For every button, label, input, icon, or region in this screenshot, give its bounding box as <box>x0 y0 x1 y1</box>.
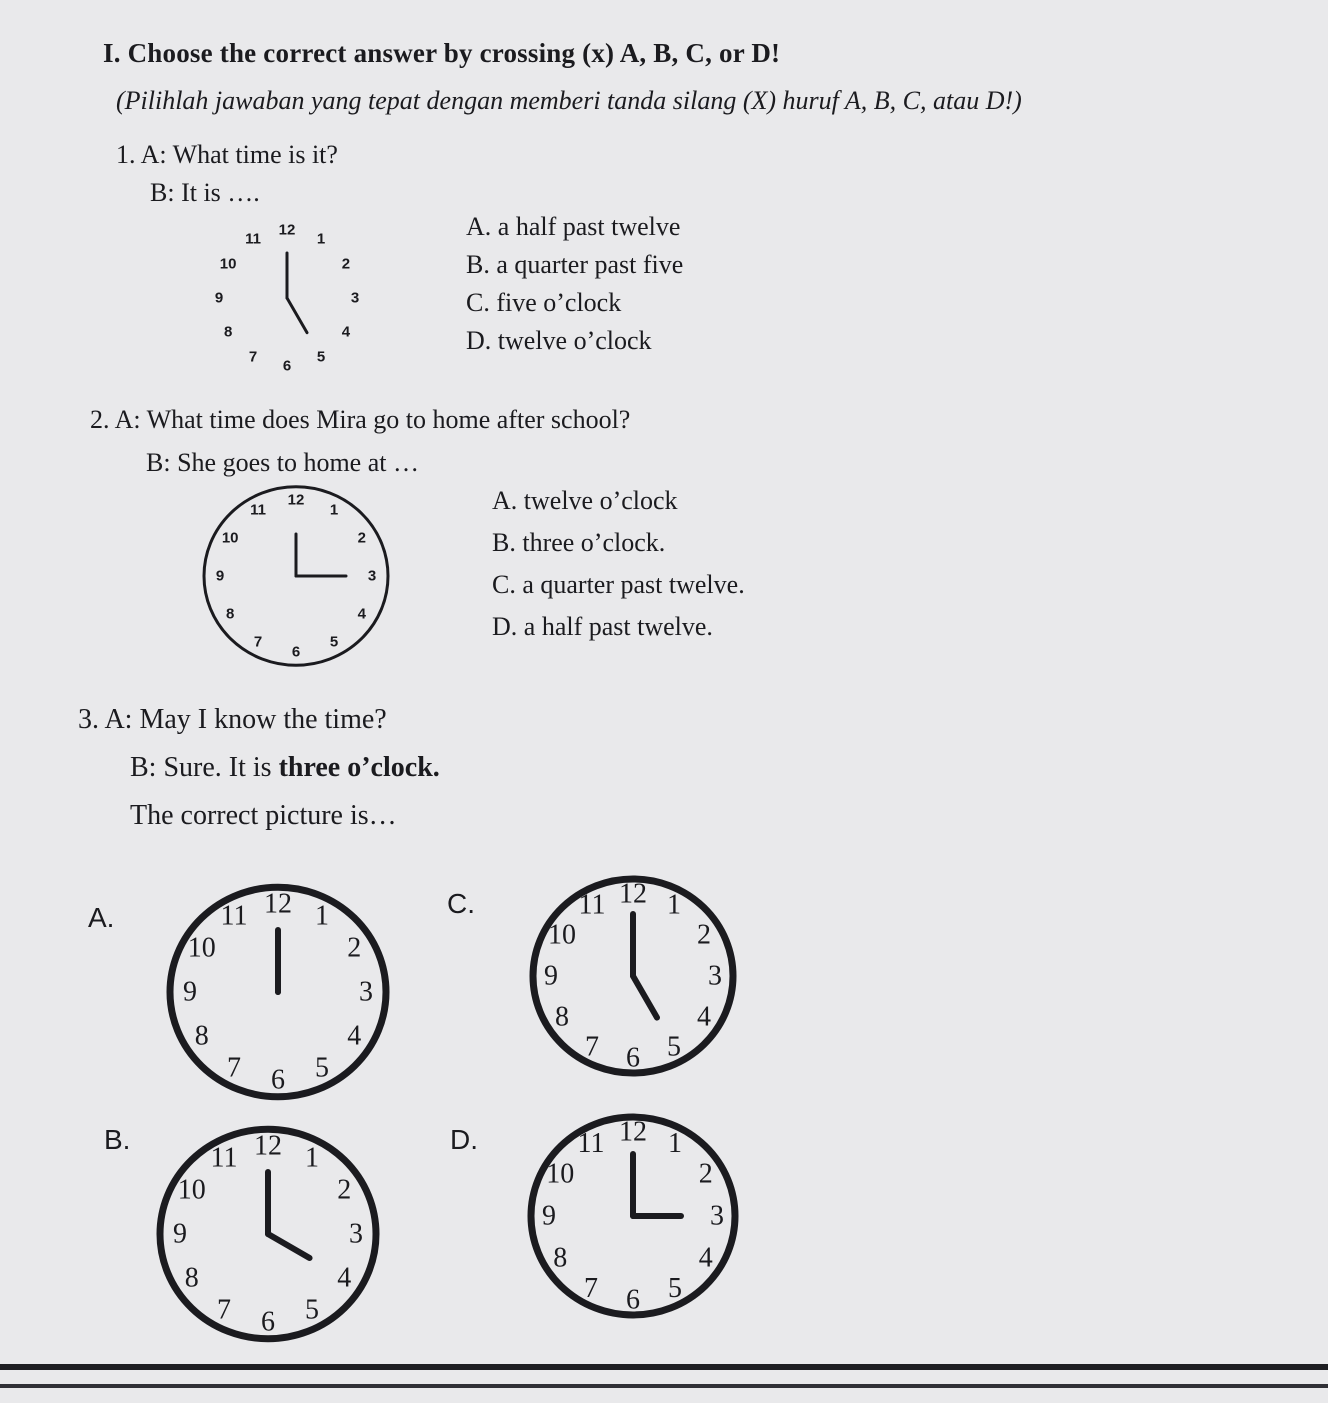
clock-number: 8 <box>194 1020 209 1052</box>
clock-number: 5 <box>316 348 326 366</box>
q3-question: 3. A: May I know the time? <box>78 704 387 735</box>
clock-number: 10 <box>221 529 239 547</box>
page-edge-line-lower <box>0 1384 1328 1388</box>
clock-number: 12 <box>254 1130 282 1162</box>
clock-number: 2 <box>337 1174 352 1206</box>
clock-number: 11 <box>220 900 248 932</box>
clock-number: 6 <box>626 1284 640 1316</box>
q3-answer-line <box>130 752 440 784</box>
clock-number: 3 <box>708 960 722 992</box>
clock-number: 8 <box>226 605 235 623</box>
clock-number: 3 <box>367 567 377 585</box>
instruction-heading: I. Choose the correct answer by crossing (x) A, B, C, or D! <box>103 38 781 68</box>
clock-number: 2 <box>697 919 712 951</box>
q3-choice-b-clock[interactable] <box>148 1122 388 1352</box>
clock-number: 9 <box>173 1218 187 1250</box>
clock-number: 5 <box>667 1031 681 1063</box>
clock-number: 4 <box>698 1242 713 1274</box>
clock-number: 2 <box>357 529 366 547</box>
q1-option-b[interactable]: B. a quarter past five <box>466 250 684 279</box>
clock-number: 11 <box>577 1127 605 1159</box>
q3-prompt: The correct picture is… <box>130 800 397 831</box>
clock-number: 4 <box>357 605 366 623</box>
q1-question: 1. A: What time is it? <box>116 140 338 169</box>
q2-option-d[interactable]: D. a half past twelve. <box>492 612 713 641</box>
clock-number: 11 <box>245 230 261 248</box>
clock-number: 8 <box>184 1262 199 1294</box>
clock-number: 6 <box>626 1042 640 1074</box>
clock-number: 2 <box>698 1158 713 1190</box>
clock-number: 5 <box>305 1294 319 1326</box>
q2-answer-line: B: She goes to home at … <box>146 448 419 477</box>
clock-number: 7 <box>585 1031 599 1063</box>
clock-number: 9 <box>183 976 197 1008</box>
q3-choice-c-clock[interactable] <box>515 872 755 1087</box>
q2-option-a[interactable]: A. twelve o’clock <box>492 486 678 515</box>
clock-number: 10 <box>177 1174 206 1206</box>
clock-number: 6 <box>291 643 301 661</box>
clock-number: 6 <box>261 1306 275 1338</box>
clock-number: 9 <box>544 960 558 992</box>
clock-number: 5 <box>329 633 339 651</box>
clock-number: 9 <box>214 289 224 307</box>
clock-number: 9 <box>215 567 225 585</box>
clock-number: 4 <box>341 323 351 341</box>
q2-clock-image <box>200 490 390 665</box>
clock-number: 3 <box>359 976 373 1008</box>
q1-option-d[interactable]: D. twelve o’clock <box>466 326 652 355</box>
clock-number: 12 <box>278 221 296 239</box>
clock-number: 1 <box>668 1127 682 1159</box>
clock-number: 7 <box>584 1273 598 1305</box>
q1-option-a[interactable]: A. a half past twelve <box>466 212 681 241</box>
clock-number: 1 <box>315 900 329 932</box>
clock-number: 9 <box>542 1200 556 1232</box>
clock-number: 11 <box>578 889 606 921</box>
q3-choice-d-clock[interactable] <box>515 1110 755 1335</box>
q3-choice-c-letter[interactable]: C. <box>447 888 475 919</box>
q3-answer-prefix: B: Sure. It is <box>130 752 279 783</box>
q2-question: 2. A: What time does Mira go to home after school? <box>90 405 631 434</box>
page-edge-line <box>0 1364 1328 1370</box>
clock-number: 10 <box>219 255 237 273</box>
q1-answer-line: B: It is …. <box>150 178 260 207</box>
hour-hand <box>287 298 307 333</box>
hour-hand <box>268 1234 310 1258</box>
clock-number: 12 <box>264 888 292 920</box>
q3-choice-b-letter[interactable]: B. <box>104 1124 131 1155</box>
clock-number: 10 <box>547 919 576 951</box>
clock-number: 11 <box>210 1142 238 1174</box>
q2-option-c[interactable]: C. a quarter past twelve. <box>492 570 745 599</box>
q3-choice-a-clock[interactable] <box>158 880 398 1110</box>
clock-number: 8 <box>553 1242 568 1274</box>
clock-number: 3 <box>349 1218 363 1250</box>
instruction-translation: (Pilihlah jawaban yang tepat dengan memberi tanda silang (X) huruf A, B, C, atau D!) <box>116 86 1022 115</box>
q2-option-b[interactable]: B. three o’clock. <box>492 528 666 557</box>
clock-number: 1 <box>329 501 339 519</box>
clock-number: 5 <box>315 1052 329 1084</box>
q3-answer-bold: three o’clock. <box>278 752 440 783</box>
clock-number: 8 <box>554 1001 569 1033</box>
clock-number: 7 <box>217 1294 231 1326</box>
clock-number: 1 <box>305 1142 319 1174</box>
q1-option-c[interactable]: C. five o’clock <box>466 288 622 317</box>
clock-number: 6 <box>282 357 292 375</box>
clock-number: 5 <box>668 1273 682 1305</box>
clock-number: 4 <box>337 1262 352 1294</box>
clock-number: 12 <box>619 878 647 910</box>
hour-hand <box>633 976 657 1018</box>
clock-number: 4 <box>347 1020 362 1052</box>
q1-clock-image <box>192 210 382 380</box>
clock-number: 2 <box>347 932 362 964</box>
q3-choice-a-letter[interactable]: A. <box>88 902 115 933</box>
clock-number: 11 <box>250 501 266 519</box>
clock-number: 1 <box>667 889 681 921</box>
clock-number: 2 <box>341 255 351 273</box>
clock-number: 3 <box>710 1200 724 1232</box>
q3-choice-d-letter[interactable]: D. <box>450 1124 478 1155</box>
clock-number: 1 <box>316 230 326 248</box>
clock-number: 7 <box>253 633 263 651</box>
clock-number: 7 <box>248 348 258 366</box>
clock-number: 12 <box>287 491 305 509</box>
clock-number: 10 <box>546 1158 575 1190</box>
clock-number: 3 <box>350 289 360 307</box>
clock-number: 10 <box>187 932 216 964</box>
clock-number: 12 <box>619 1116 647 1148</box>
clock-number: 7 <box>227 1052 241 1084</box>
clock-number: 6 <box>271 1064 285 1096</box>
clock-number: 8 <box>223 323 233 341</box>
clock-number: 4 <box>697 1001 712 1033</box>
